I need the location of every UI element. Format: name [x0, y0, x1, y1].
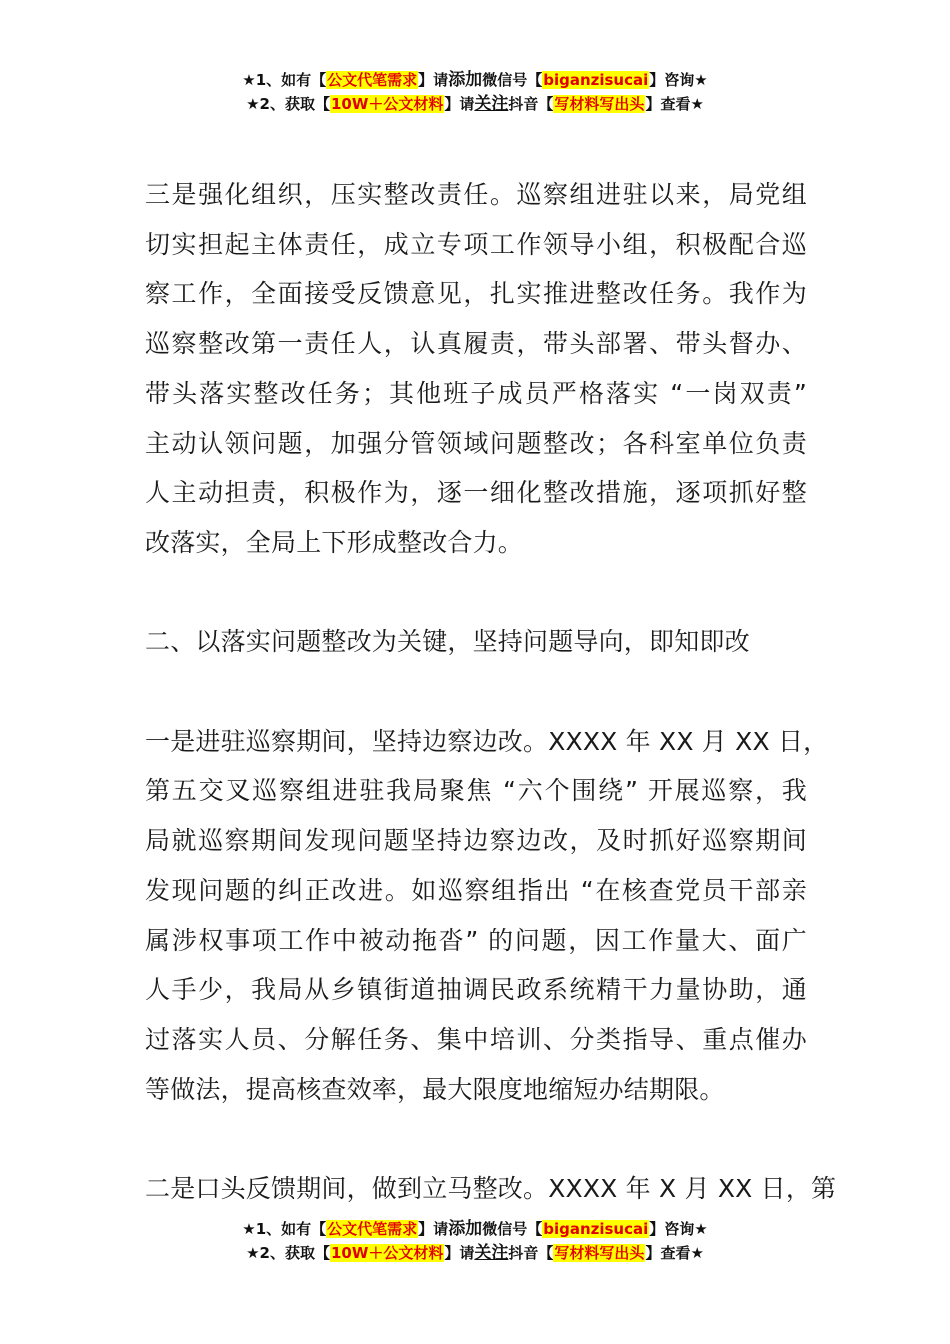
highlight-service: 公文代笔需求 — [327, 71, 418, 89]
star-icon: ★ — [242, 71, 256, 89]
paragraph-oral-feedback: 二是口头反馈期间，做到立马整改。XXXX 年 X 月 XX 日，第 — [145, 1174, 837, 1204]
highlight-materials: 10W＋公文材料 — [330, 1244, 444, 1262]
wechat-id: biganzisucai — [543, 71, 649, 89]
footer-banner — [0, 1217, 950, 1265]
header-banner — [0, 68, 950, 116]
star-icon: ★ — [246, 95, 260, 113]
highlight-materials: 10W＋公文材料 — [330, 95, 444, 113]
banner-line-1: ★1、如有【公文代笔需求】请添加微信号【biganzisucai】咨询★ — [242, 70, 708, 90]
star-icon: ★ — [694, 1220, 708, 1238]
star-icon: ★ — [690, 95, 704, 113]
document-body — [145, 170, 837, 1214]
banner-line-1: ★1、如有【公文代笔需求】请添加微信号【biganzisucai】咨询★ — [242, 1219, 708, 1239]
section-heading-2: 二、以落实问题整改为关键，坚持问题导向，即知即改 — [145, 627, 750, 657]
paragraph-strengthen-organization: 三是强化组织，压实整改责任。巡察组进驻以来，局党组 切实担起主体责任，成立专项工作领导小组，积极配合巡 察工作，全面接受反馈意见，扎实推进整改任务。我作为 巡察整改第一责任人，认真履责，带头部署、带头督办、 带头落实整改任务；其他班子成员严格落实 “一岗双责” 主动认领问题，加强分管领域问题整改；各科室单位负责 人主动担责，积极作为，逐一细化整改措施，逐项抓好整 改落实，全局上下形成整改合力。 — [145, 180, 807, 557]
highlight-service: 公文代笔需求 — [327, 1220, 418, 1238]
paragraph-during-inspection: 一是进驻巡察期间，坚持边察边改。XXXX 年 XX 月 XX 日， 第五交叉巡察组进驻我局聚焦 “六个围绕” 开展巡察，我 局就巡察期间发现问题坚持边察边改，及时抓好巡察期间 发现问题的纠正改进。如巡察组指出 “在核查党员干部亲 属涉权事项工作中被动拖沓” 的问题，因工作量大、面广 人手少，我局从乡镇街道抽调民政系统精干力量协助，通 过落实人员、分解任务、集中培训、分类指导、重点催办 等做法，提高核查效率，最大限度地缩短办结期限。 — [145, 726, 829, 1104]
star-icon: ★ — [242, 1220, 256, 1238]
wechat-id: biganzisucai — [543, 1220, 649, 1238]
banner-line-2: ★2、获取【10W＋公文材料】请关注抖音【写材料写出头】查看★ — [246, 94, 704, 114]
star-icon: ★ — [690, 1244, 704, 1262]
douyin-account: 写材料写出头 — [554, 95, 645, 113]
douyin-account: 写材料写出头 — [554, 1244, 645, 1262]
star-icon: ★ — [694, 71, 708, 89]
banner-line-2: ★2、获取【10W＋公文材料】请关注抖音【写材料写出头】查看★ — [246, 1243, 704, 1263]
star-icon: ★ — [246, 1244, 260, 1262]
